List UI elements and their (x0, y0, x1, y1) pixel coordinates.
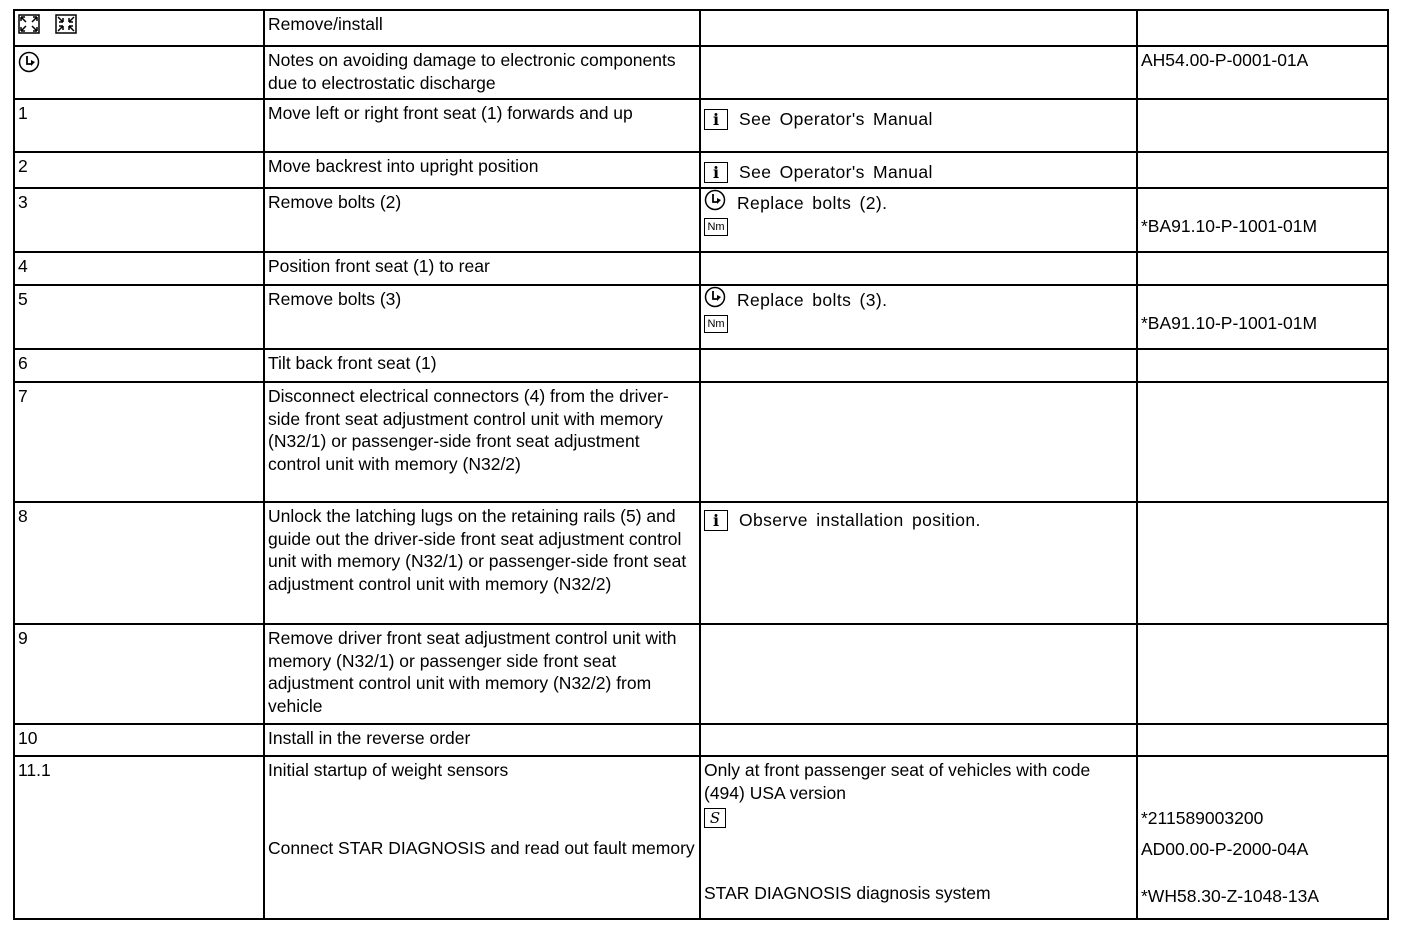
torque-nm-icon: Nm (704, 218, 728, 236)
step-number: 4 (18, 256, 28, 276)
step-text-cell (264, 10, 700, 46)
esd-reference-link[interactable]: AH54.00-P-0001-01A (1141, 50, 1309, 70)
step-note-cell (700, 724, 1137, 756)
table-row (14, 756, 1388, 919)
step-text-cell (264, 382, 700, 502)
step-note: Replace bolts (3). (737, 289, 888, 310)
step-note: Replace bolts (2). (737, 192, 888, 213)
table-row (14, 285, 1388, 349)
step-number-cell (14, 99, 264, 152)
torque-nm-icon: Nm (704, 315, 728, 333)
step-text: Move left or right front seat (1) forwards and up (268, 103, 633, 123)
step-number: 7 (18, 386, 28, 406)
step-number-cell (14, 46, 264, 99)
step-number: 9 (18, 628, 28, 648)
table-row (14, 99, 1388, 152)
step-note-cell (700, 10, 1137, 46)
step-note-cell (700, 502, 1137, 624)
step-note: See Operator's Manual (739, 108, 933, 129)
special-tool-icon: S (704, 808, 726, 828)
table-row (14, 152, 1388, 188)
step-text: Initial startup of weight sensors (268, 760, 509, 780)
table-row (14, 349, 1388, 382)
step-ref-cell (1137, 152, 1388, 188)
step-text: Move backrest into upright position (268, 156, 539, 176)
step-note-cell (700, 252, 1137, 285)
step-number: 6 (18, 353, 28, 373)
step-number-cell (14, 382, 264, 502)
step-text: Unlock the latching lugs on the retaining rails (5) and guide out the driver-side front seat adjustment control unit with memory (N32/1) or passenger-side front seat adjustment control unit with memory (N32/2) (268, 506, 687, 594)
torque-reference-link[interactable]: *BA91.10-P-1001-01M (1141, 313, 1318, 333)
step-number: 1 (18, 103, 28, 123)
install-icon (55, 14, 77, 40)
esd-note-text: Notes on avoiding damage to electronic components due to electrostatic discharge (268, 50, 676, 93)
step-ref-cell (1137, 756, 1388, 919)
step-number: 10 (18, 728, 38, 748)
step-text-cell (264, 724, 700, 756)
step-number-cell (14, 152, 264, 188)
diagnosis-system-reference-link[interactable]: *WH58.30-Z-1048-13A (1141, 886, 1319, 906)
caution-icon (704, 189, 726, 217)
step-text: Install in the reverse order (268, 728, 471, 748)
step-note-cell (700, 756, 1137, 919)
table-row (14, 188, 1388, 252)
diagnosis-reference-link[interactable]: AD00.00-P-2000-04A (1141, 838, 1309, 859)
table-row (14, 724, 1388, 756)
step-number: 8 (18, 506, 28, 526)
step-ref-cell (1137, 46, 1388, 99)
step-note-cell (700, 46, 1137, 99)
step-number: 2 (18, 156, 28, 176)
step-ref-cell (1137, 10, 1388, 46)
table-row (14, 502, 1388, 624)
info-icon: i (704, 109, 728, 130)
step-text-cell (264, 252, 700, 285)
step-note-cell (700, 285, 1137, 349)
step-note: See Operator's Manual (739, 161, 933, 182)
info-icon: i (704, 162, 728, 183)
step-text: Disconnect electrical connectors (4) from the driver-side front seat adjustment control unit with memory (N32/1) or passenger-side front seat adjustment control unit with memory (N32/2) (268, 386, 669, 474)
tool-reference-link[interactable]: *211589003200 (1141, 808, 1264, 828)
step-text: Remove bolts (2) (268, 192, 402, 212)
step-text-cell (264, 99, 700, 152)
step-ref-cell (1137, 724, 1388, 756)
table-row (14, 10, 1388, 46)
header-label: Remove/install (268, 14, 383, 34)
step-number-cell (14, 756, 264, 919)
step-number-cell (14, 252, 264, 285)
step-text-cell (264, 624, 700, 724)
step-number: 3 (18, 192, 28, 212)
step-number: 5 (18, 289, 28, 309)
step-ref-cell (1137, 285, 1388, 349)
step-note: Only at front passenger seat of vehicles with code (494) USA version (704, 760, 1091, 803)
step-note-cell (700, 188, 1137, 252)
step-note-cell (700, 624, 1137, 724)
step-text: Remove driver front seat adjustment control unit with memory (N32/1) or passenger side front seat adjustment control unit with memory (N32/2) from vehicle (268, 628, 677, 716)
step-note-cell (700, 152, 1137, 188)
remove-icon (18, 14, 40, 40)
step-note-secondary: STAR DIAGNOSIS diagnosis system (704, 882, 991, 903)
step-ref-cell (1137, 624, 1388, 724)
esd-caution-icon (18, 51, 40, 79)
caution-icon (704, 286, 726, 314)
step-text: Position front seat (1) to rear (268, 256, 490, 276)
step-number-cell (14, 285, 264, 349)
step-ref-cell (1137, 502, 1388, 624)
info-icon: i (704, 510, 728, 531)
step-number-cell (14, 724, 264, 756)
step-note-cell (700, 99, 1137, 152)
step-number-cell (14, 10, 264, 46)
step-text-cell (264, 349, 700, 382)
procedure-table (13, 9, 1389, 920)
step-number-cell (14, 349, 264, 382)
step-text-cell (264, 285, 700, 349)
step-text: Tilt back front seat (1) (268, 353, 437, 373)
step-number: 11.1 (18, 760, 51, 780)
step-text-cell (264, 46, 700, 99)
step-note-cell (700, 349, 1137, 382)
step-ref-cell (1137, 188, 1388, 252)
step-number-cell (14, 624, 264, 724)
step-ref-cell (1137, 252, 1388, 285)
step-note-cell (700, 382, 1137, 502)
step-text-cell (264, 188, 700, 252)
table-row (14, 252, 1388, 285)
table-row (14, 382, 1388, 502)
step-text: Remove bolts (3) (268, 289, 402, 309)
step-number-cell (14, 188, 264, 252)
step-text-cell (264, 502, 700, 624)
step-ref-cell (1137, 99, 1388, 152)
step-number-cell (14, 502, 264, 624)
table-row (14, 624, 1388, 724)
table-row (14, 46, 1388, 99)
step-text-cell (264, 756, 700, 919)
step-text-cell (264, 152, 700, 188)
step-note: Observe installation position. (739, 509, 981, 530)
step-ref-cell (1137, 349, 1388, 382)
step-text-secondary: Connect STAR DIAGNOSIS and read out fault memory (268, 837, 695, 858)
step-ref-cell (1137, 382, 1388, 502)
torque-reference-link[interactable]: *BA91.10-P-1001-01M (1141, 216, 1318, 236)
